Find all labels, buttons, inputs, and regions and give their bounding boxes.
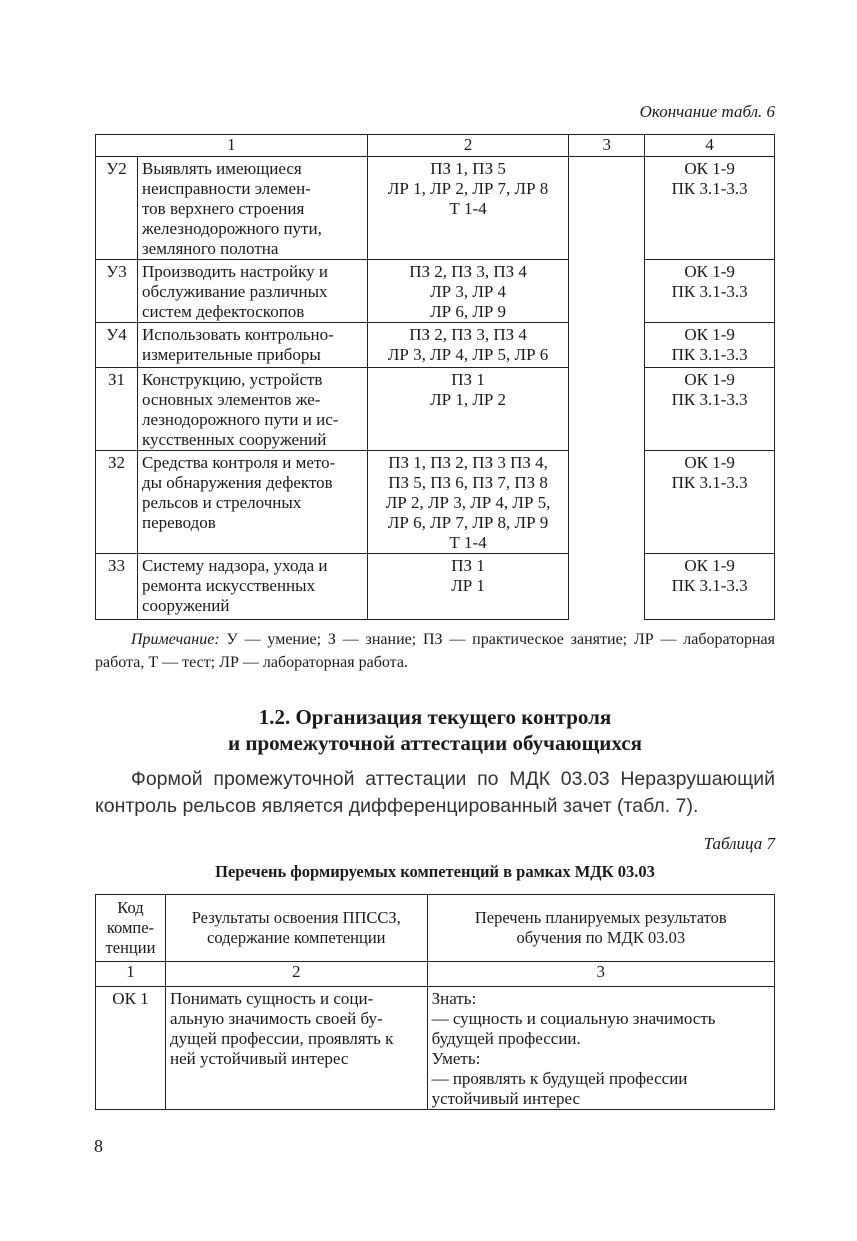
text-line: Т 1-4 <box>449 533 487 552</box>
table-number-row <box>96 962 775 987</box>
text-line: ПЗ 1 <box>451 556 485 575</box>
text-line: тенции <box>105 938 156 957</box>
text-line: рельсов и стрелочных <box>141 493 302 512</box>
row-description <box>137 323 367 368</box>
text-line: ЛР 6, ЛР 9 <box>430 302 507 321</box>
text-line: — сущность и социальную значимость <box>431 1009 716 1028</box>
text-line: железнодорожного пути, <box>141 219 322 238</box>
text-line: ПК 3.1-3.3 <box>671 282 748 301</box>
row-planned-results <box>427 987 774 1110</box>
row-tasks <box>367 368 569 451</box>
text-line: неисправности элемен- <box>141 179 311 198</box>
text-line: ПК 3.1-3.3 <box>671 179 748 198</box>
row-code: З2 <box>96 451 138 554</box>
text-line: измерительные приборы <box>141 345 321 364</box>
table-title: Перечень формируемых компетенций в рамках МДК 03.03 <box>215 862 655 881</box>
empty-column-cell <box>569 157 645 620</box>
text-line: ПЗ 1, ПЗ 2, ПЗ 3 ПЗ 4, <box>388 453 548 472</box>
text-line: Перечень планируемых результатов <box>474 908 727 927</box>
text-line: ОК 1-9 <box>684 453 735 472</box>
row-competencies <box>645 554 775 620</box>
table-row <box>96 987 775 1110</box>
text-line: Код <box>117 898 144 917</box>
text-line: Знать: <box>431 989 477 1008</box>
text-line: Результаты освоения ППССЗ, <box>191 908 401 927</box>
row-tasks <box>367 157 569 260</box>
table-header-row <box>96 895 775 962</box>
text-line: Выявлять имеющиеся <box>141 159 302 178</box>
number-cell: 2 <box>165 962 427 987</box>
table-7 <box>95 894 775 1110</box>
text-line: ПК 3.1-3.3 <box>671 345 748 364</box>
note-label: Примечание: <box>131 631 220 648</box>
table-row <box>96 368 775 451</box>
heading-line: и промежуточной аттестации обучающихся <box>228 731 642 755</box>
row-competencies <box>645 323 775 368</box>
row-code: З1 <box>96 368 138 451</box>
table-label: Таблица 7 <box>703 834 775 853</box>
row-description <box>137 451 367 554</box>
row-tasks <box>367 260 569 323</box>
text-line: переводов <box>141 513 216 532</box>
table-row <box>96 323 775 368</box>
text-line: лезнодорожного пути и ис- <box>141 410 339 429</box>
text-line: компе- <box>106 918 155 937</box>
text-line: ПЗ 2, ПЗ 3, ПЗ 4 <box>409 262 527 281</box>
text-line: Понимать сущность и соци- <box>169 989 374 1008</box>
row-tasks <box>367 451 569 554</box>
row-competencies <box>645 368 775 451</box>
text-line: — проявлять к будущей профессии <box>431 1069 688 1088</box>
text-line: устойчивый интерес <box>431 1089 581 1108</box>
text-line: обучения по МДК 03.03 <box>516 928 686 947</box>
text-line: ЛР 3, ЛР 4, ЛР 5, ЛР 6 <box>387 345 549 364</box>
table-row <box>96 157 775 260</box>
text-line: ПЗ 5, ПЗ 6, ПЗ 7, ПЗ 8 <box>388 473 548 492</box>
row-competencies <box>645 451 775 554</box>
text-line: систем дефектоскопов <box>141 302 305 321</box>
table-note <box>95 628 775 674</box>
row-code: З3 <box>96 554 138 620</box>
text-line: Использовать контрольно- <box>141 325 334 344</box>
header-cell <box>165 895 427 962</box>
text-line: ПЗ 1, ПЗ 5 <box>430 159 506 178</box>
text-line: ремонта искусственных <box>141 576 316 595</box>
text-line: тов верхнего строения <box>141 199 305 218</box>
text-line: ЛР 6, ЛР 7, ЛР 8, ЛР 9 <box>387 513 549 532</box>
text-line: Средства контроля и мето- <box>141 453 336 472</box>
text-line: Т 1-4 <box>449 199 487 218</box>
header-cell: 3 <box>569 135 645 157</box>
header-cell: 2 <box>367 135 569 157</box>
row-description <box>137 260 367 323</box>
text-line: ней устойчивый интерес <box>169 1049 349 1068</box>
table-row <box>96 260 775 323</box>
text-line: ОК 1-9 <box>684 262 735 281</box>
table-row <box>96 554 775 620</box>
header-cell <box>96 895 166 962</box>
text-line: ПК 3.1-3.3 <box>671 576 748 595</box>
row-tasks <box>367 554 569 620</box>
number-cell: 1 <box>96 962 166 987</box>
row-tasks <box>367 323 569 368</box>
text-line: земляного полотна <box>141 239 279 258</box>
text-line: Уметь: <box>431 1049 481 1068</box>
text-line: содержание компетенции <box>207 928 386 947</box>
table-continuation-label: Окончание табл. 6 <box>639 102 775 121</box>
text-line: ды обнаружения дефектов <box>141 473 333 492</box>
text-line: ОК 1-9 <box>684 159 735 178</box>
row-code: ОК 1 <box>96 987 166 1110</box>
text-line: дущей профессии, проявлять к <box>169 1029 394 1048</box>
row-competencies <box>645 260 775 323</box>
text-line: альную значимость своей бу- <box>169 1009 383 1028</box>
text-line: ЛР 2, ЛР 3, ЛР 4, ЛР 5, <box>385 493 551 512</box>
table-header-row <box>96 135 775 157</box>
note-text: У — умение; З — знание; ПЗ — практическое занятие; ЛР — лабораторная работа, Т — тест; ЛР — лабораторная работа. <box>95 631 775 671</box>
row-result <box>165 987 427 1110</box>
text-line: ОК 1-9 <box>684 325 735 344</box>
text-line: обслуживание различных <box>141 282 328 301</box>
text-line: ПК 3.1-3.3 <box>671 473 748 492</box>
text-line: ЛР 1, ЛР 2, ЛР 7, ЛР 8 <box>387 179 549 198</box>
header-cell: 4 <box>645 135 775 157</box>
header-cell <box>427 895 774 962</box>
text-line: ЛР 3, ЛР 4 <box>430 282 507 301</box>
header-cell: 1 <box>96 135 368 157</box>
row-code: У2 <box>96 157 138 260</box>
text-line: кусственных сооружений <box>141 430 327 449</box>
table-row <box>96 451 775 554</box>
text-line: ПК 3.1-3.3 <box>671 390 748 409</box>
heading-line: 1.2. Организация текущего контроля <box>258 705 612 729</box>
text-line: Систему надзора, ухода и <box>141 556 328 575</box>
text-line: ЛР 1 <box>451 576 485 595</box>
table-6 <box>95 134 775 620</box>
row-code: У3 <box>96 260 138 323</box>
text-line: будущей профессии. <box>431 1029 581 1048</box>
section-heading <box>95 704 775 756</box>
text-line: ПЗ 1 <box>451 370 485 389</box>
body-paragraph: Формой промежуточной аттестации по МДК 03.03 Неразрушающий контроль рельсов является дифференцированный зачет (табл. 7). <box>95 768 775 817</box>
text-line: ЛР 1, ЛР 2 <box>430 390 507 409</box>
text-line: ПЗ 2, ПЗ 3, ПЗ 4 <box>409 325 527 344</box>
text-line: Производить настройку и <box>141 262 328 281</box>
row-description <box>137 554 367 620</box>
page-number: 8 <box>94 1136 103 1156</box>
number-cell: 3 <box>427 962 774 987</box>
text-line: основных элементов же- <box>141 390 321 409</box>
row-code: У4 <box>96 323 138 368</box>
row-description <box>137 368 367 451</box>
row-competencies <box>645 157 775 260</box>
row-description <box>137 157 367 260</box>
text-line: Конструкцию, устройств <box>141 370 323 389</box>
text-line: ОК 1-9 <box>684 370 735 389</box>
text-line: сооружений <box>141 596 230 615</box>
text-line: ОК 1-9 <box>684 556 735 575</box>
